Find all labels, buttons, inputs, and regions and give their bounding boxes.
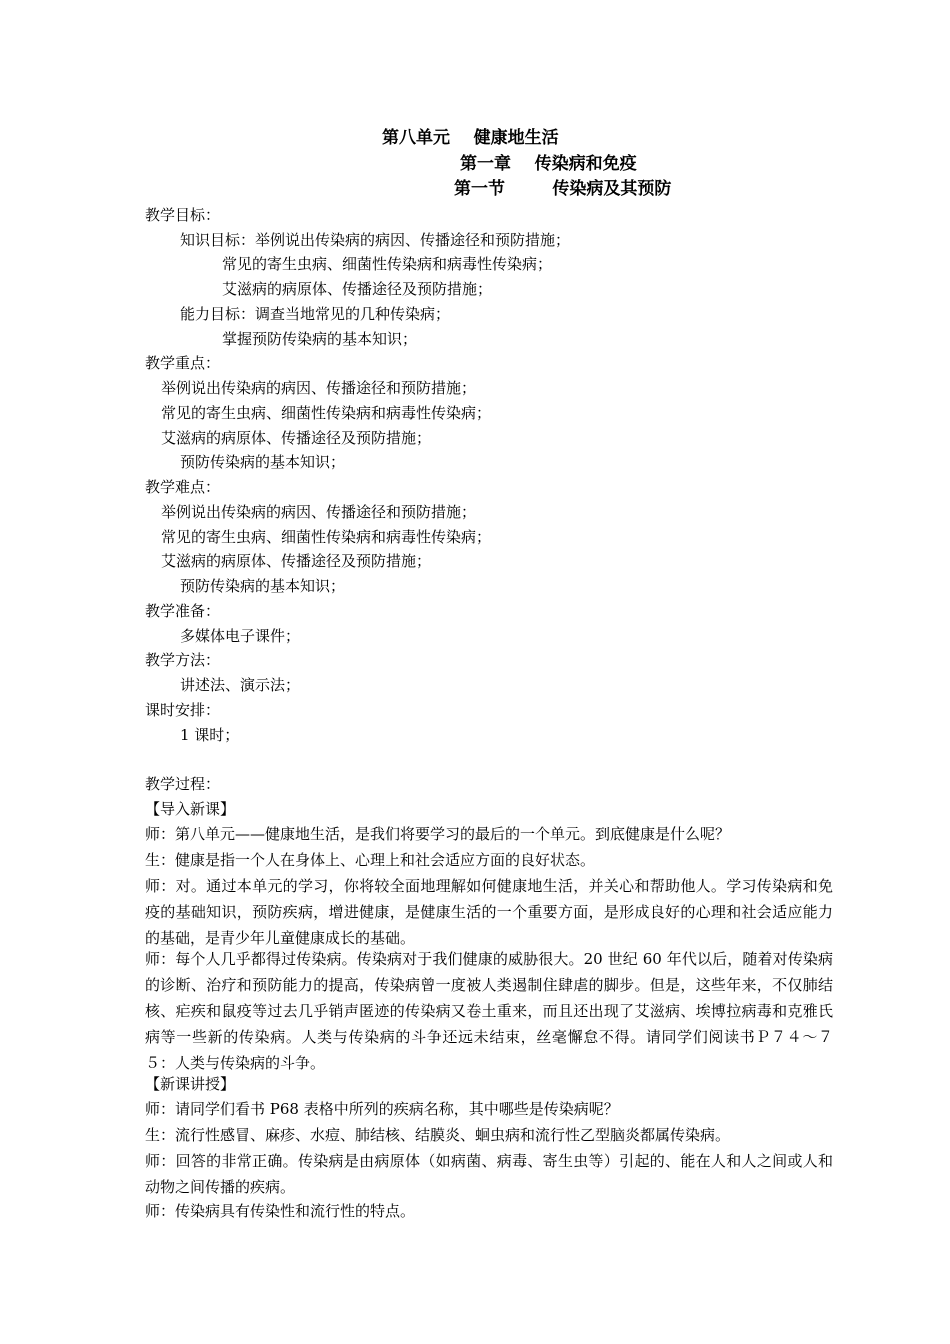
methods-heading: 教学方法： — [145, 651, 221, 669]
dialogue-paragraph: 师：回答的非常正确。传染病是由病原体（如病菌、病毒、寄生虫等）引起的、能在人和人之间或人和动物之间传播的疾病。 — [145, 1152, 833, 1196]
chapter-title: 第一章 传染病和免疫 — [460, 154, 637, 174]
unit-title: 第八单元 健康地生活 — [382, 128, 559, 148]
intro-section-heading: 【导入新课】 — [145, 800, 236, 818]
key-point-item: 举例说出传染病的病因、传播途径和预防措施； — [161, 379, 477, 397]
section-title: 第一节 传染病及其预防 — [454, 179, 672, 199]
ability-objective-line: 能力目标：调查当地常见的几种传染病； — [180, 305, 451, 323]
knowledge-objective-line: 常见的寄生虫病、细菌性传染病和病毒性传染病； — [222, 255, 553, 273]
objectives-heading: 教学目标： — [145, 206, 221, 224]
key-point-item: 艾滋病的病原体、传播途径及预防措施； — [161, 429, 432, 447]
key-point-item: 预防传染病的基本知识； — [180, 453, 346, 471]
ability-objective-line: 掌握预防传染病的基本知识； — [222, 330, 418, 348]
difficult-point-item: 举例说出传染病的病因、传播途径和预防措施； — [161, 503, 477, 521]
dialogue-paragraph: 师：每个人几乎都得过传染病。传染病对于我们健康的威胁很大。20 世纪 60 年代以后，随着对传染病的诊断、治疗和预防能力的提高，传染病曾一度被人类遏制住肆虐的脚步。但是，这些年来，不仅肺结核、疟疾和鼠疫等过去几乎销声匿迹的传染病又卷土重来，而且还出现了艾滋病、埃博拉病毒和克雅氏病等一些新的传染病。人类与传染病的斗争还远未结束，丝毫懈怠不得。请同学们阅读书Ｐ７４～７５：人类与传染病的斗争。 — [145, 950, 833, 1072]
key-points-heading: 教学重点： — [145, 354, 221, 372]
dialogue-paragraph: 师：请同学们看书 P68 表格中所列的疾病名称，其中哪些是传染病呢？ — [145, 1100, 619, 1118]
process-heading: 教学过程： — [145, 775, 221, 793]
knowledge-objective-line: 艾滋病的病原体、传播途径及预防措施； — [222, 280, 493, 298]
preparation-value: 多媒体电子课件； — [180, 627, 301, 645]
dialogue-paragraph: 师：传染病具有传染性和流行性的特点。 — [145, 1202, 416, 1220]
dialogue-paragraph: 师：对。通过本单元的学习，你将较全面地理解如何健康地生活，并关心和帮助他人。学习传染病和免疫的基础知识，预防疾病，增进健康，是健康生活的一个重要方面，是形成良好的心理和社会适应能力的基础，是青少年儿童健康成长的基础。 — [145, 877, 833, 947]
schedule-value: 1 课时； — [180, 726, 240, 744]
difficult-point-item: 常见的寄生虫病、细菌性传染病和病毒性传染病； — [161, 528, 492, 546]
dialogue-paragraph: 师：第八单元——健康地生活，是我们将要学习的最后的一个单元。到底健康是什么呢？ — [145, 825, 731, 843]
key-point-item: 常见的寄生虫病、细菌性传染病和病毒性传染病； — [161, 404, 492, 422]
preparation-heading: 教学准备： — [145, 602, 221, 620]
new-lesson-heading: 【新课讲授】 — [145, 1075, 236, 1093]
methods-value: 讲述法、演示法； — [180, 676, 301, 694]
knowledge-objective-line: 知识目标：举例说出传染病的病因、传播途径和预防措施； — [180, 231, 571, 249]
schedule-heading: 课时安排： — [145, 701, 221, 719]
dialogue-paragraph: 生：健康是指一个人在身体上、心理上和社会适应方面的良好状态。 — [145, 851, 596, 869]
dialogue-paragraph: 生：流行性感冒、麻疹、水痘、肺结核、结膜炎、蛔虫病和流行性乙型脑炎都属传染病。 — [145, 1126, 731, 1144]
difficult-point-item: 艾滋病的病原体、传播途径及预防措施； — [161, 552, 432, 570]
difficult-points-heading: 教学难点： — [145, 478, 221, 496]
difficult-point-item: 预防传染病的基本知识； — [180, 577, 346, 595]
